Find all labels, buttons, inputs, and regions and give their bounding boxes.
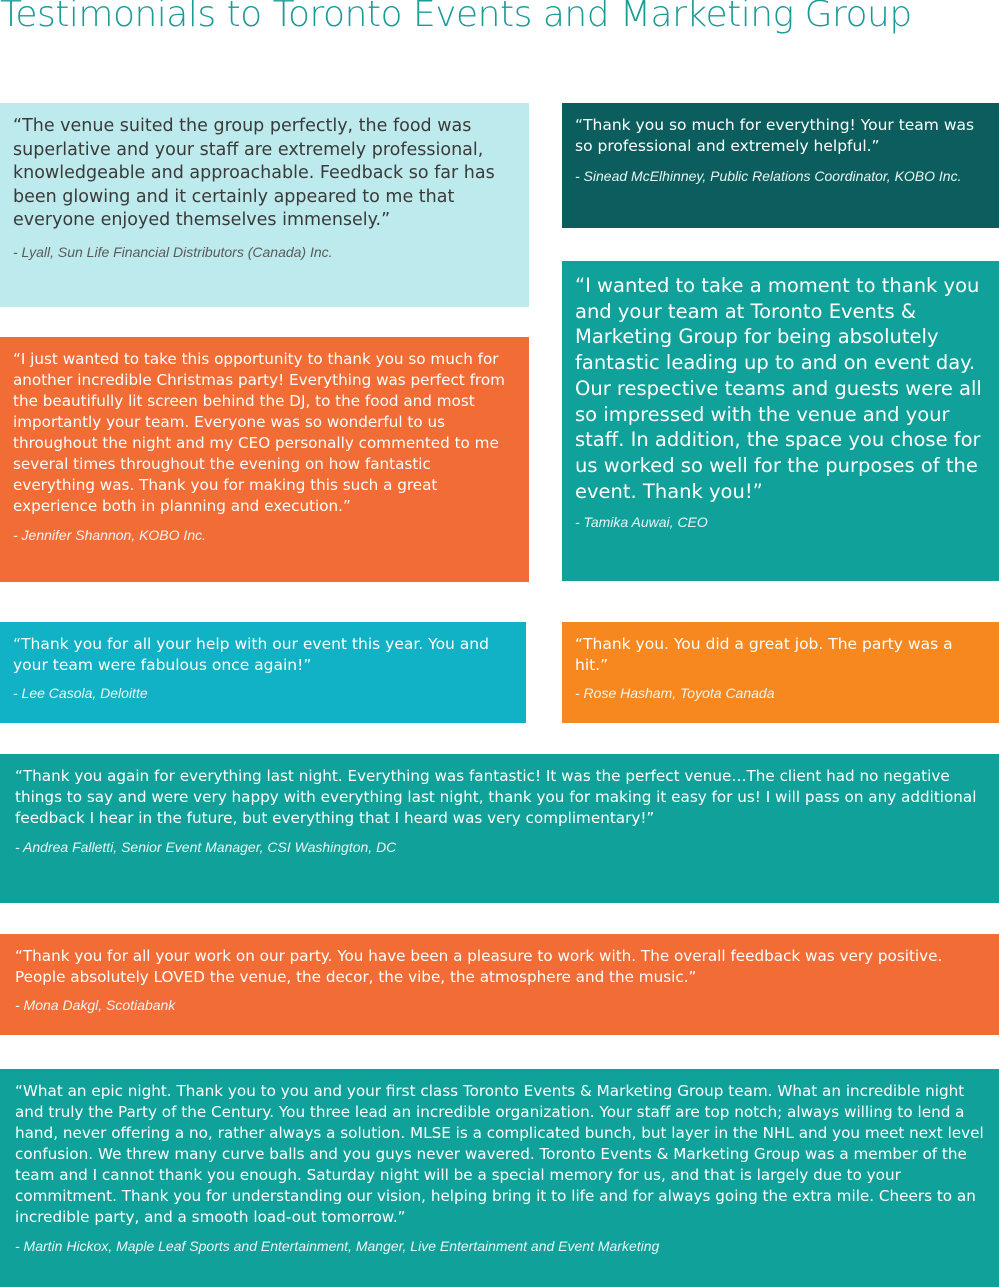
testimonial-attribution: - Sinead McElhinney, Public Relations Coordinator, KOBO Inc.	[575, 168, 962, 184]
testimonial-card	[0, 754, 999, 903]
testimonial-quote: “Thank you for all your work on our party. You have been a pleasure to work with. The overall feedback was very positive. People absolutely LOVED the venue, the decor, the vibe, the atmosphere and the music.”	[15, 947, 943, 986]
testimonial-quote: “Thank you again for everything last night. Everything was fantastic! It was the perfect venue…The client had no negative things to say and were very happy with everything last night, thank you for making it easy for us! I will pass on any additional feedback I hear in the future, but everything that I heard was very complimentary!”	[15, 767, 977, 827]
testimonial-attribution: - Rose Hasham, Toyota Canada	[575, 685, 775, 701]
testimonial-quote: “I just wanted to take this opportunity to thank you so much for another incredible Christmas party! Everything was perfect from the beautifully lit screen behind the DJ, to the food and most importantly your team. Everyone was so wonderful to us throughout the night and my CEO personally commented to me several times throughout the evening on how fantastic everything was. Thank you for making this such a great experience both in planning and execution.”	[13, 350, 505, 515]
testimonial-card	[0, 103, 529, 307]
testimonial-card	[562, 622, 999, 723]
testimonial-attribution: - Mona Dakgl, Scotiabank	[15, 997, 176, 1013]
testimonial-card	[0, 622, 526, 723]
testimonial-attribution: - Lee Casola, Deloitte	[13, 685, 148, 701]
testimonial-attribution: - Jennifer Shannon, KOBO Inc.	[13, 527, 206, 543]
testimonial-attribution: - Martin Hickox, Maple Leaf Sports and Entertainment, Manger, Live Entertainment and Event Marketing	[15, 1238, 660, 1254]
testimonial-attribution: - Lyall, Sun Life Financial Distributors (Canada) Inc.	[13, 243, 333, 260]
page-title: Testimonials to Toronto Events and Marketing Group	[0, 0, 912, 35]
testimonial-card	[562, 103, 999, 228]
testimonial-attribution: - Tamika Auwai, CEO	[575, 514, 708, 531]
testimonial-card	[562, 261, 999, 581]
testimonial-card	[0, 337, 529, 582]
testimonial-quote: “I wanted to take a moment to thank you and your team at Toronto Events & Marketing Group for being absolutely fantastic leading up to and on event day. Our respective teams and guests were all so impressed with the venue and your staff. In addition, the space you chose for us worked so well for the purposes of the event. Thank you!”	[575, 274, 982, 503]
testimonial-card	[0, 934, 999, 1035]
testimonial-attribution: - Andrea Falletti, Senior Event Manager, CSI Washington, DC	[15, 839, 397, 855]
testimonial-quote: “Thank you. You did a great job. The party was a hit.”	[575, 635, 953, 674]
testimonial-quote: “Thank you for all your help with our event this year. You and your team were fabulous once again!”	[13, 635, 489, 674]
testimonial-quote: “The venue suited the group perfectly, the food was superlative and your staff are extremely professional, knowledgeable and approachable. Feedback so far has been glowing and it certainly appeared to me that everyone enjoyed themselves immensely.”	[13, 116, 495, 230]
testimonial-card	[0, 1069, 999, 1287]
testimonial-quote: “What an epic night. Thank you to you and your first class Toronto Events & Marketing Group team. What an incredible night and truly the Party of the Century. You three lead an incredible organization. Your staff are top notch; always willing to lend a hand, never offering a no, rather always a solution. MLSE is a complicated bunch, but layer in the NHL and you meet next level confusion. We threw many curve balls and you guys never wavered. Toronto Events & Marketing Group was a member of the team and I cannot thank you enough. Saturday night will be a special memory for us, and that is largely due to your commitment. Thank you for understanding our vision, helping bring it to life and for always going the extra mile. Cheers to an incredible party, and a smooth load-out tomorrow.”	[15, 1082, 984, 1226]
testimonial-quote: “Thank you so much for everything! Your team was so professional and extremely helpful.”	[575, 116, 975, 155]
